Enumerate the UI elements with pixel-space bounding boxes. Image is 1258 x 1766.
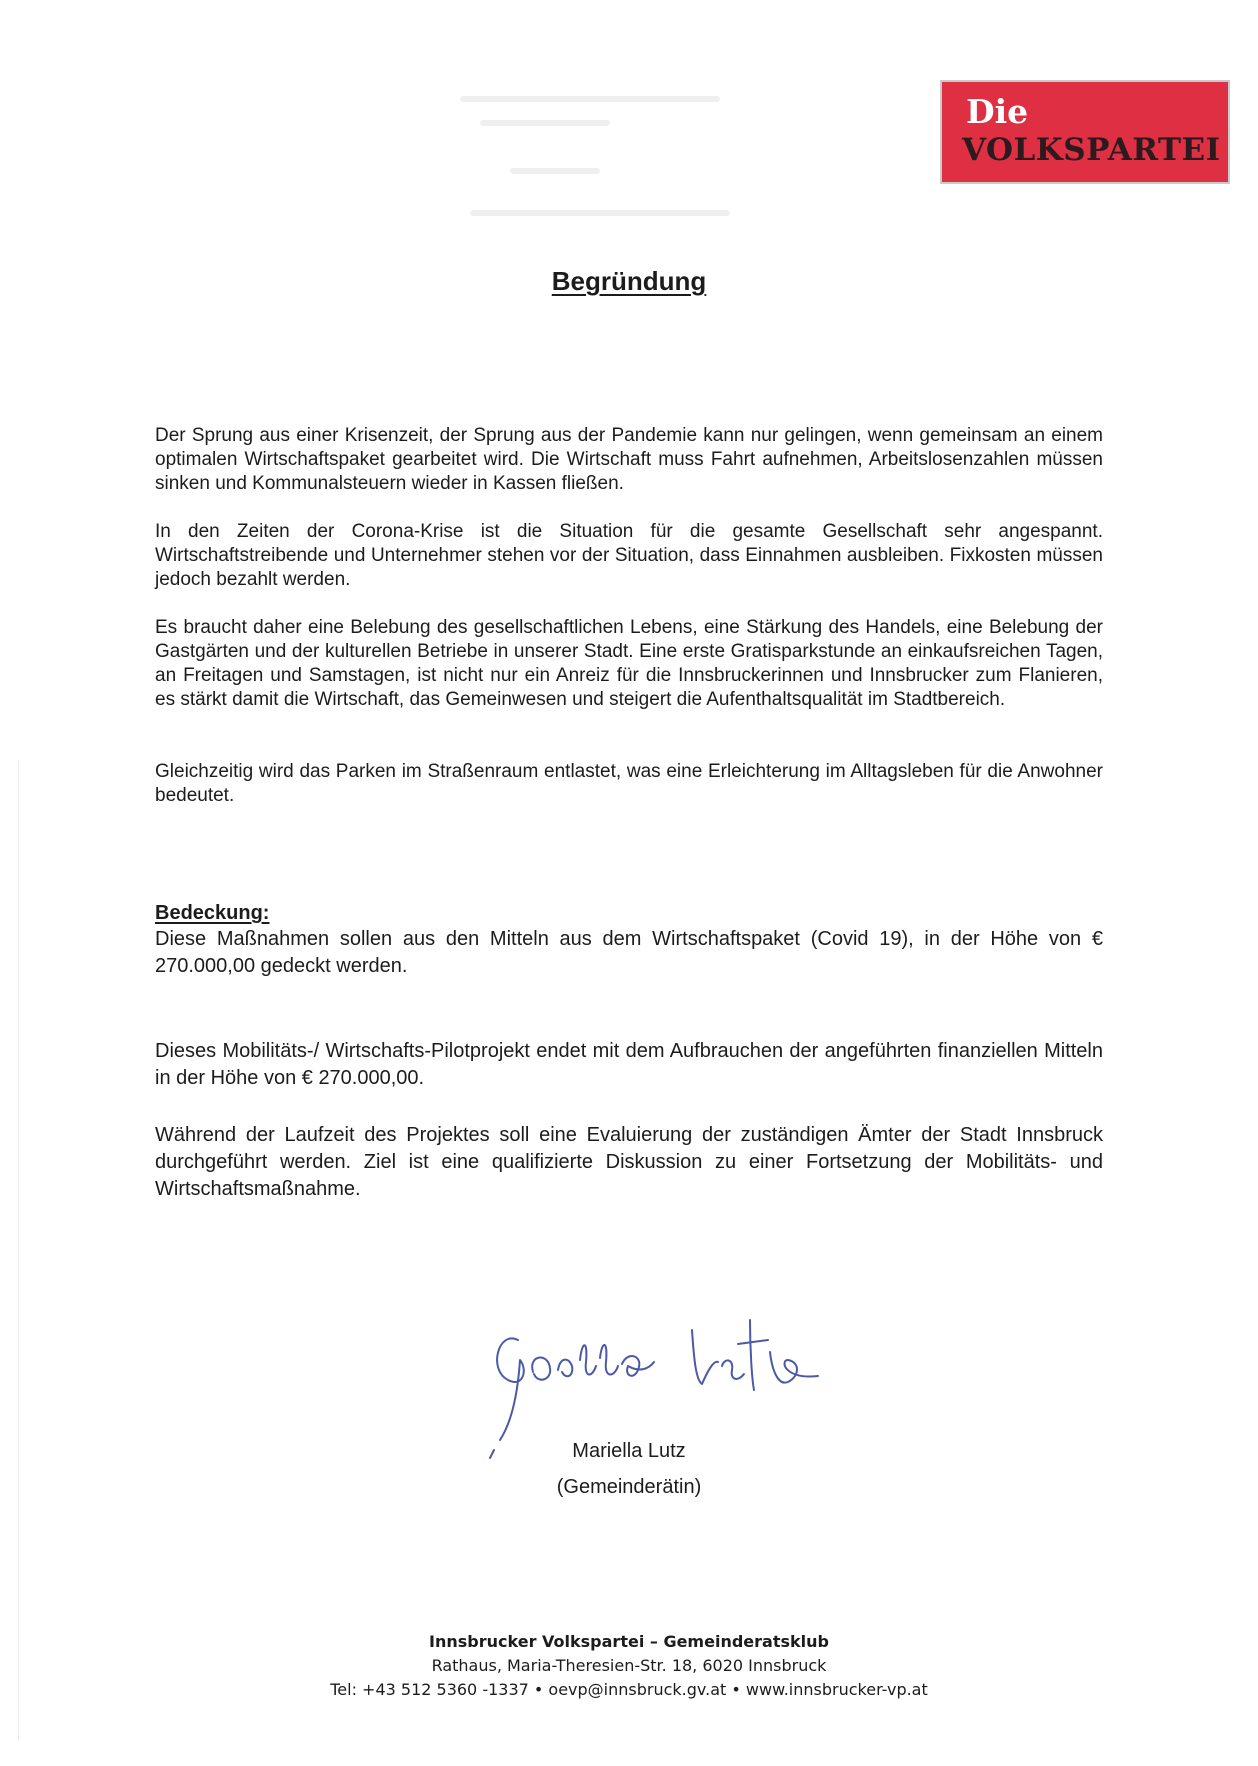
footer-org: Innsbrucker Volkspartei – Gemeinderatsklub — [429, 1632, 829, 1651]
page-title: Begründung — [551, 266, 707, 296]
handwritten-signature — [488, 1300, 848, 1460]
party-logo — [940, 80, 1230, 184]
logo-line-1: Die — [966, 92, 1029, 131]
logo-line-2: VOLKSPARTEI — [962, 132, 1221, 168]
signer-name: Mariella Lutz — [572, 1440, 686, 1462]
page-edge — [18, 760, 19, 1740]
footer-address: Rathaus, Maria-Theresien-Str. 18, 6020 Innsbruck — [431, 1656, 827, 1675]
footer-contact: Tel: +43 512 5360 -1337 • oevp@innsbruck.gv.at • www.innsbrucker-vp.at — [330, 1680, 928, 1699]
paragraph: Während der Laufzeit des Projektes soll eine Evaluierung der zuständigen Ämter der Stadt Innsbruck durchgeführt werden. Ziel ist eine qualifizierte Diskussion zu einer Fortsetzung der Mobilitäts- und Wirtschaftsmaßnahme. — [155, 1124, 1103, 1200]
faded-header-line — [460, 96, 720, 102]
faded-header-line — [470, 210, 730, 216]
signer-role: (Gemeinderätin) — [556, 1476, 702, 1498]
bedeckung-heading: Bedeckung: — [155, 902, 270, 924]
bedeckung-text: Diese Maßnahmen sollen aus den Mitteln aus dem Wirtschaftspaket (Covid 19), in der Höhe von € 270.000,00 gedeckt werden. — [155, 928, 1103, 977]
paragraph: Dieses Mobilitäts-/ Wirtschafts-Pilotprojekt endet mit dem Aufbrauchen der angeführten finanziellen Mitteln in der Höhe von € 270.000,00. — [155, 1040, 1103, 1089]
faded-header-line — [510, 168, 600, 174]
paragraph: In den Zeiten der Corona-Krise ist die Situation für die gesamte Gesellschaft sehr angespannt. Wirtschaftstreibende und Unternehmer stehen vor der Situation, dass Einnahmen ausbleiben. Fixkosten müssen jedoch bezahlt werden. — [155, 521, 1103, 590]
faded-header-line — [480, 120, 610, 126]
paragraph: Gleichzeitig wird das Parken im Straßenraum entlastet, was eine Erleichterung im Alltagsleben für die Anwohner bedeutet. — [155, 761, 1103, 806]
footer — [0, 1630, 1258, 1702]
paragraph: Der Sprung aus einer Krisenzeit, der Sprung aus der Pandemie kann nur gelingen, wenn gemeinsam an einem optimalen Wirtschaftspaket gearbeitet wird. Die Wirtschaft muss Fahrt aufnehmen, Arbeitslosenzahlen müssen sinken und Kommunalsteuern wieder in Kassen fließen. — [155, 425, 1103, 494]
paragraph: Es braucht daher eine Belebung des gesellschaftlichen Lebens, eine Stärkung des Handels, eine Belebung der Gastgärten und der kulturellen Betriebe in unserer Stadt. Eine erste Gratisparkstunde an einkaufsreichen Tagen, an Freitagen und Samstagen, ist nicht nur ein Anreiz für die Innsbruckerinnen und Innsbrucker zum Flanieren, es stärkt damit die Wirtschaft, das Gemeinwesen und steigert die Aufenthaltsqualität im Stadtbereich. — [155, 617, 1103, 710]
